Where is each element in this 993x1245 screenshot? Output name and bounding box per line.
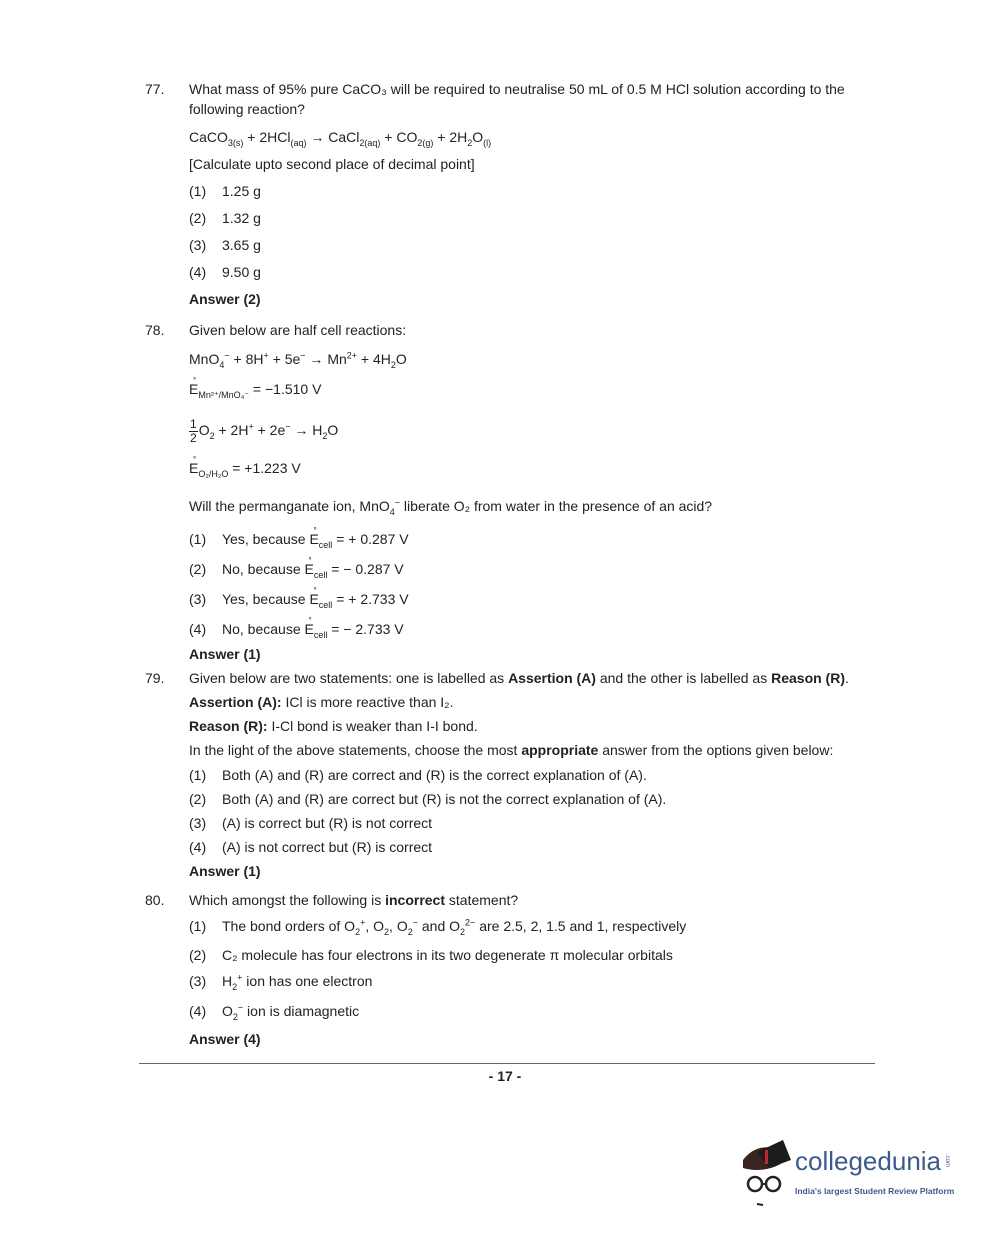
answer: Answer (2) <box>189 291 261 307</box>
option: (2) Both (A) and (R) are correct but (R) is not the correct explanation of (A). <box>189 791 667 807</box>
half-reaction-2: $\frac{1}{2}$ $O_2 + 2H^+ + 2e^- \to H_2O$ <box>190 416 339 445</box>
electrode-potential-2: E $^\circ_{O_2/H_2O} = +1.223$ V <box>189 459 301 477</box>
half-reaction-1: $MnO_4^- + 8H^+ + 5e^- \to Mn^{2+} + 4H_2O$ <box>189 350 407 370</box>
question-number: 77. <box>145 81 165 97</box>
answer: Answer (1) <box>189 863 261 879</box>
question-number: 80. <box>145 892 165 908</box>
option: (2) C₂ molecule has four electrons in its two degenerate π molecular orbitals <box>189 947 673 963</box>
question-number: 78. <box>145 322 165 338</box>
answer: Answer (1) <box>189 646 261 662</box>
electrode-potential-1: E $^\circ_{Mn^{2+}/MnO_4^-} = -1.510$ V <box>189 380 321 398</box>
logo-wordmark: collegedunia <box>795 1146 942 1176</box>
collegedunia-logo <box>735 1138 985 1208</box>
page-number: - 17 - <box>488 1068 522 1084</box>
option: (4) $O_2^-$ ion is diamagnetic <box>189 1002 360 1022</box>
question-text: Which amongst the following is incorrect statement? <box>189 892 519 908</box>
option: (3) $H_2^+$ ion has one electron <box>189 972 373 992</box>
question-text: What mass of 95% pure CaCO₃ will be required to neutralise 50 mL of 0.5 M HCl solution according to the <box>189 81 845 97</box>
footer-divider <box>139 1063 875 1064</box>
question-text: Given below are half cell reactions: <box>189 322 407 338</box>
instruction: In the light of the above statements, choose the most appropriate answer from the options given below: <box>189 742 834 758</box>
answer: Answer (4) <box>189 1031 261 1047</box>
option: (4) No, because E $^\circ_{cell}$ = − 2.733 V <box>189 620 404 638</box>
reason: Reason (R): I-Cl bond is weaker than I-I bond. <box>189 718 478 734</box>
option: (3) Yes, because E $^\circ_{cell}$ = + 2.733 V <box>189 590 409 608</box>
logo-suffix: .com <box>944 1154 951 1168</box>
mascot-icon <box>735 1138 795 1208</box>
option: (3) 3.65 g <box>189 237 261 253</box>
option: (1) 1.25 g <box>189 183 261 199</box>
question-text: Will the permanganate ion, MnO$_4$− liberate O₂ from water in the presence of an acid? <box>189 497 713 517</box>
assertion: Assertion (A): ICl is more reactive than I₂. <box>189 694 454 710</box>
option: (2) 1.32 g <box>189 210 261 226</box>
instruction-note: [Calculate upto second place of decimal point] <box>189 156 475 172</box>
option: (3) (A) is correct but (R) is not correct <box>189 815 433 831</box>
option: (1) The bond orders of $O_2^+$, $O_2$, $O_2^-$ and $O_2^{2-}$ are 2.5, 2, 1.5 and 1, respectively <box>189 917 687 937</box>
option: (4) 9.50 g <box>189 264 261 280</box>
option: (2) No, because E $^\circ_{cell}$ = − 0.287 V <box>189 560 404 578</box>
question-number: 79. <box>145 670 165 686</box>
logo-wordmark-row <box>795 1146 950 1176</box>
option: (1) Both (A) and (R) are correct and (R) is the correct explanation of (A). <box>189 767 647 783</box>
chemical-equation: CaCO$_{3(s)}$ + 2HCl$_{(aq)}$ → CaCl$_{2(aq)}$ + $CO_{2(g)} + 2H_2O_{(l)}$ <box>189 129 492 148</box>
logo-tagline: India's largest Student Review Platform <box>795 1186 955 1196</box>
option: (1) Yes, because E $^\circ_{cell}$ = + 0.287 V <box>189 530 409 548</box>
question-text: following reaction? <box>189 101 305 117</box>
option: (4) (A) is not correct but (R) is correct <box>189 839 433 855</box>
question-text: Given below are two statements: one is labelled as Assertion (A) and the other is labelled as Reason (R). <box>189 670 849 686</box>
